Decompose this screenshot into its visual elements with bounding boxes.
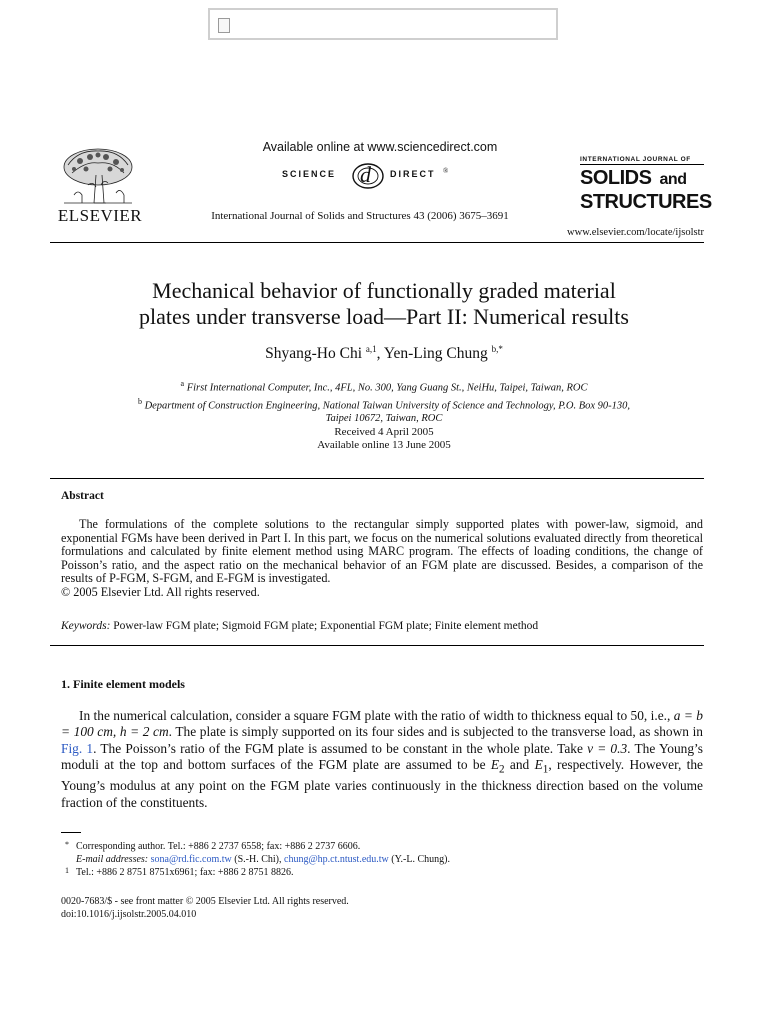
author-separator: , xyxy=(376,345,384,363)
footnote-rule xyxy=(61,832,81,833)
abstract-copyright: © 2005 Elsevier Ltd. All rights reserved. xyxy=(61,584,260,599)
email-1-owner: (S.-H. Chi), xyxy=(231,854,284,865)
para-text-e: , respectively. However, the Young’s modulus at any point on the FGM plate varies continuously in the thickness direction based on the volume fraction of the constituents. xyxy=(61,757,704,810)
elsevier-tree-logo xyxy=(58,145,138,207)
front-matter xyxy=(61,896,703,921)
top-toolbar-box[interactable] xyxy=(208,8,558,40)
footnotes xyxy=(61,840,703,879)
publisher-name: ELSEVIER xyxy=(57,206,143,225)
sd-logo-mark: d xyxy=(360,162,371,187)
footnote-emails xyxy=(61,853,703,866)
doi-line[interactable]: doi:10.1016/j.ijsolstr.2005.04.010 xyxy=(61,908,197,920)
journal-logo-solids: SOLIDS xyxy=(580,167,652,189)
keywords xyxy=(61,620,703,632)
aff-a-text: First International Computer, Inc., 4FL, No. 300, Yang Guang St., NeiHu, Taipei, Taiwan, ROC xyxy=(186,382,588,394)
journal-logo-solids-line xyxy=(580,167,704,191)
sd-logo-left: SCIENCE xyxy=(282,169,337,179)
footnote-star: * xyxy=(65,840,69,849)
para-sub-2: 2 xyxy=(499,763,505,776)
aff-b-mark: b xyxy=(137,396,142,406)
available-online-text: Available online at www.sciencedirect.com xyxy=(262,140,498,154)
author-1: Shyang-Ho Chi xyxy=(265,345,362,363)
abstract-top-rule xyxy=(50,478,704,479)
affiliation-b xyxy=(80,395,688,413)
abstract-text: The formulations of the complete solutions to the rectangular simply supported plates with power-law, sigmoid, and exponential FGMs have been derived in Part I. In this part, we focus on the numerical solutions evaluated directly from theoretical formulations and calculated by finite element method using MARC program. The effects of loading conditions, the change of Poisson’s ratio, and the aspect ratio on the mechanical behavior of an FGM plate are discussed. Besides, a comparison of the results of P-FGM, S-FGM, and E-FGM is investigated. xyxy=(61,517,703,586)
para-math-dimensions: a = b = 100 cm, h = 2 cm xyxy=(61,708,703,740)
figure-link[interactable]: Fig. 1 xyxy=(61,740,94,756)
para-text-a: In the numerical calculation, consider a square FGM plate with the ratio of width to thickness equal to 50, i.e., xyxy=(79,708,674,723)
abstract-body xyxy=(61,518,703,600)
author-2-sup: b,* xyxy=(491,344,503,354)
aff-b-line1: Department of Construction Engineering, National Taiwan University of Science and Technology, P.O. Box 90-130, xyxy=(144,400,631,411)
para-text-c: . The Poisson’s ratio of the FGM plate is assumed to be constant in the whole plate. Take xyxy=(93,740,588,756)
aff-a-mark: a xyxy=(180,379,185,388)
sd-logo-right: DIRECT xyxy=(390,169,436,179)
sciencedirect-logo[interactable] xyxy=(280,160,480,190)
abstract-bottom-rule xyxy=(50,645,704,646)
title-line-2: plates under transverse load—Part II: Numerical results xyxy=(139,304,629,329)
sd-logo-reg: ® xyxy=(443,167,449,175)
footnote-1-text: Tel.: +886 2 8751 8751x6961; fax: +886 2 8751 8826. xyxy=(76,867,294,878)
author-2: Yen-Ling Chung xyxy=(383,345,488,363)
journal-logo-and: and xyxy=(659,171,687,188)
para-math-e2: E xyxy=(490,757,500,773)
footnote-corresponding xyxy=(61,840,703,853)
author-list xyxy=(60,344,708,363)
para-text-d: . The Young’s moduli at the top and bottom surfaces of the FGM plate are assumed to be xyxy=(61,740,703,773)
keywords-list: Power-law FGM plate; Sigmoid FGM plate; Exponential FGM plate; Finite element method xyxy=(113,620,539,632)
email-link-1[interactable]: sona@rd.fic.com.tw xyxy=(150,854,232,865)
para-math-e1: E xyxy=(534,757,543,773)
author-1-sup: a,1 xyxy=(365,344,377,354)
journal-logo xyxy=(580,156,712,213)
journal-url[interactable]: www.elsevier.com/locate/ijsolstr xyxy=(567,227,704,238)
dates xyxy=(60,426,708,452)
para-math-poisson: v = 0.3 xyxy=(587,740,628,756)
keywords-label: Keywords: xyxy=(61,620,111,632)
title-line-1: Mechanical behavior of functionally graded material xyxy=(152,278,616,303)
email-link-2[interactable]: chung@hp.ct.ntust.edu.tw xyxy=(284,854,389,865)
received-date: Received 4 April 2005 xyxy=(334,426,434,438)
journal-logo-top: INTERNATIONAL JOURNAL OF xyxy=(580,156,704,165)
header-rule xyxy=(50,242,704,243)
journal-citation: International Journal of Solids and Structures 43 (2006) 3675–3691 xyxy=(211,210,509,222)
affiliation-a xyxy=(80,377,688,395)
para-sub-1: 1 xyxy=(542,763,549,776)
section-heading: 1. Finite element models xyxy=(61,677,185,691)
email-2-owner: (Y.-L. Chung). xyxy=(388,854,450,865)
article-title xyxy=(60,278,708,330)
para-text-and: and xyxy=(504,757,535,773)
para-text-b: . The plate is simply supported on its four sides and is subjected to the transverse load, as shown in xyxy=(168,724,703,740)
document-icon xyxy=(218,18,230,33)
footnote-1 xyxy=(61,866,703,879)
journal-logo-structures: STRUCTURES xyxy=(580,191,712,213)
footnote-1-mark: 1 xyxy=(65,866,69,875)
corresponding-text: Corresponding author. Tel.: +886 2 2737 6558; fax: +886 2 2737 6606. xyxy=(76,841,361,852)
email-label: E-mail addresses: xyxy=(76,854,149,865)
issn-line: 0020-7683/$ - see front matter © 2005 Elsevier Ltd. All rights reserved. xyxy=(61,896,349,907)
section-paragraph xyxy=(61,708,703,811)
aff-b-line2: Taipei 10672, Taiwan, ROC xyxy=(325,413,443,424)
available-date: Available online 13 June 2005 xyxy=(317,439,451,451)
affiliations xyxy=(80,377,688,425)
abstract-heading: Abstract xyxy=(61,490,104,502)
